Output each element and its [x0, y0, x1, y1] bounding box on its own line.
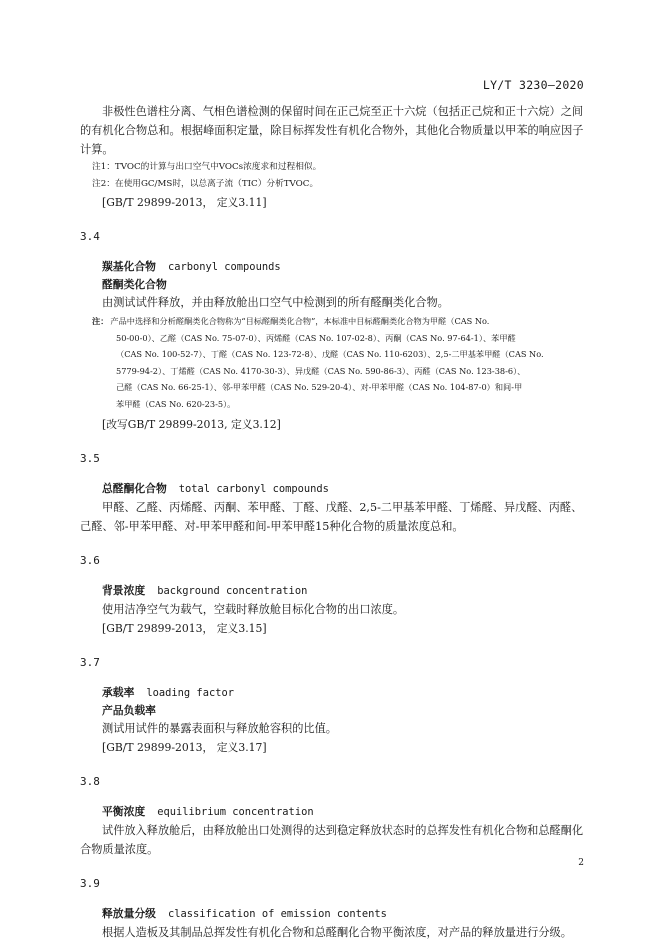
term-en: equilibrium concentration: [157, 805, 314, 818]
definition-3-7: 测试用试件的暴露表面积与释放舱容积的比值。: [102, 721, 337, 735]
intro-reference: [GB/T 29899-2013， 定义3.11]: [102, 196, 267, 209]
clause-number-3-4: 3.4: [80, 230, 100, 243]
reference-3-4: [改写GB/T 29899-2013, 定义3.12]: [102, 417, 281, 431]
term-zh: 背景浓度: [102, 583, 146, 597]
note-line: （CAS No. 100-52-7）、丁醛（CAS No. 123-72-8）、戊醛（CAS No. 110-6203）、2,5-二甲基苯甲醛（CAS No.: [116, 349, 544, 360]
term-zh: 羰基化合物: [102, 260, 156, 273]
synonym-3-4: 醛酮类化合物: [102, 278, 167, 291]
definition-3-9: 根据人造板及其制品总挥发性有机化合物和总醛酮化合物平衡浓度，对产品的释放量进行分级。: [102, 925, 572, 939]
note-line: 己醛（CAS No. 66-25-1）、邻-甲苯甲醛（CAS No. 529-20-4）、对-甲苯甲醛（CAS No. 104-87-0）和间-甲: [116, 382, 523, 393]
note-line: 5779-94-2）、丁烯醛（CAS No. 4170-30-3）、异戊醛（CAS No. 590-86-3）、丙醛（CAS No. 123-38-6）、: [116, 365, 526, 376]
definition-3-5: 甲醛、乙醛、丙烯醛、丙酮、苯甲醛、丁醛、戊醛、2,5-二甲基苯甲醛、丁烯醛、异戊醛、丙醛、己醛、邻-甲苯甲醛、对-甲苯甲醛和间-甲苯甲醛15种化合物的质量浓度总和。: [80, 500, 583, 533]
term-3-9: [102, 905, 584, 923]
definition-3-4: 由测试试件释放，并由释放舱出口空气中检测到的所有醛酮类化合物。: [102, 296, 449, 309]
term-en: classification of emission contents: [167, 907, 387, 920]
reference-3-7: [GB/T 29899-2013， 定义3.17]: [102, 740, 267, 754]
term-3-4: [102, 258, 584, 276]
term-3-6: [102, 582, 584, 600]
definition-3-8: 试件放入释放舱后，由释放舱出口处测得的达到稳定释放状态时的总挥发性有机化合物和总醛酮化合物质量浓度。: [80, 823, 584, 856]
term-zh: 总醛酮化合物: [102, 481, 167, 495]
standard-code: LY/T 3230—2020: [482, 78, 584, 92]
clause-number-3-8: 3.8: [80, 774, 100, 788]
intro-note-1: 注1：TVOC的计算与出口空气中VOCs浓度求和过程相似。: [92, 162, 322, 172]
term-3-7: [102, 684, 584, 702]
term-zh: 释放量分级: [102, 906, 156, 920]
clause-number-3-6: 3.6: [80, 553, 100, 567]
note-3-4: [80, 313, 584, 413]
definition-3-6: 使用洁净空气为载气，空载时释放舱目标化合物的出口浓度。: [102, 602, 405, 616]
intro-note-2: 注2：在使用GC/MS时，以总离子流（TIC）分析TVOC。: [92, 179, 319, 189]
term-zh: 承载率: [102, 685, 135, 699]
clause-number-3-5: 3.5: [80, 451, 100, 465]
term-en: total carbonyl compounds: [178, 482, 329, 495]
note-label: 注：: [92, 316, 109, 326]
note-line: 50-00-0）、乙醛（CAS No. 75-07-0）、丙烯醛（CAS No. 107-02-8）、丙酮（CAS No. 97-64-1）、苯甲醛: [116, 332, 516, 343]
clause-number-3-9: 3.9: [80, 876, 100, 890]
synonym-3-7: 产品负载率: [102, 703, 156, 717]
clause-number-3-7: 3.7: [80, 655, 100, 669]
note-line: 苯甲醛（CAS No. 620-23-5）。: [116, 398, 236, 409]
term-3-5: [102, 480, 584, 498]
page-number: 2: [578, 858, 584, 868]
reference-3-6: [GB/T 29899-2013， 定义3.15]: [102, 621, 267, 635]
term-en: loading factor: [146, 686, 234, 699]
term-en: carbonyl compounds: [167, 261, 281, 273]
term-zh: 平衡浓度: [102, 804, 146, 818]
note-line: 产品中选择和分析醛酮类化合物称为“目标醛酮类化合物”，本标准中目标醛酮类化合物为甲醛（CAS No.: [110, 316, 490, 326]
intro-paragraph: 非极性色谱柱分离、气相色谱检测的保留时间在正己烷至正十六烷（包括正己烷和正十六烷）之间的有机化合物总和。根据峰面积定量，除目标挥发性有机化合物外，其他化合物质量以甲苯的响应因子计算。: [80, 105, 584, 156]
document-body: [80, 102, 584, 942]
term-3-8: [102, 803, 584, 821]
term-en: background concentration: [157, 584, 308, 597]
